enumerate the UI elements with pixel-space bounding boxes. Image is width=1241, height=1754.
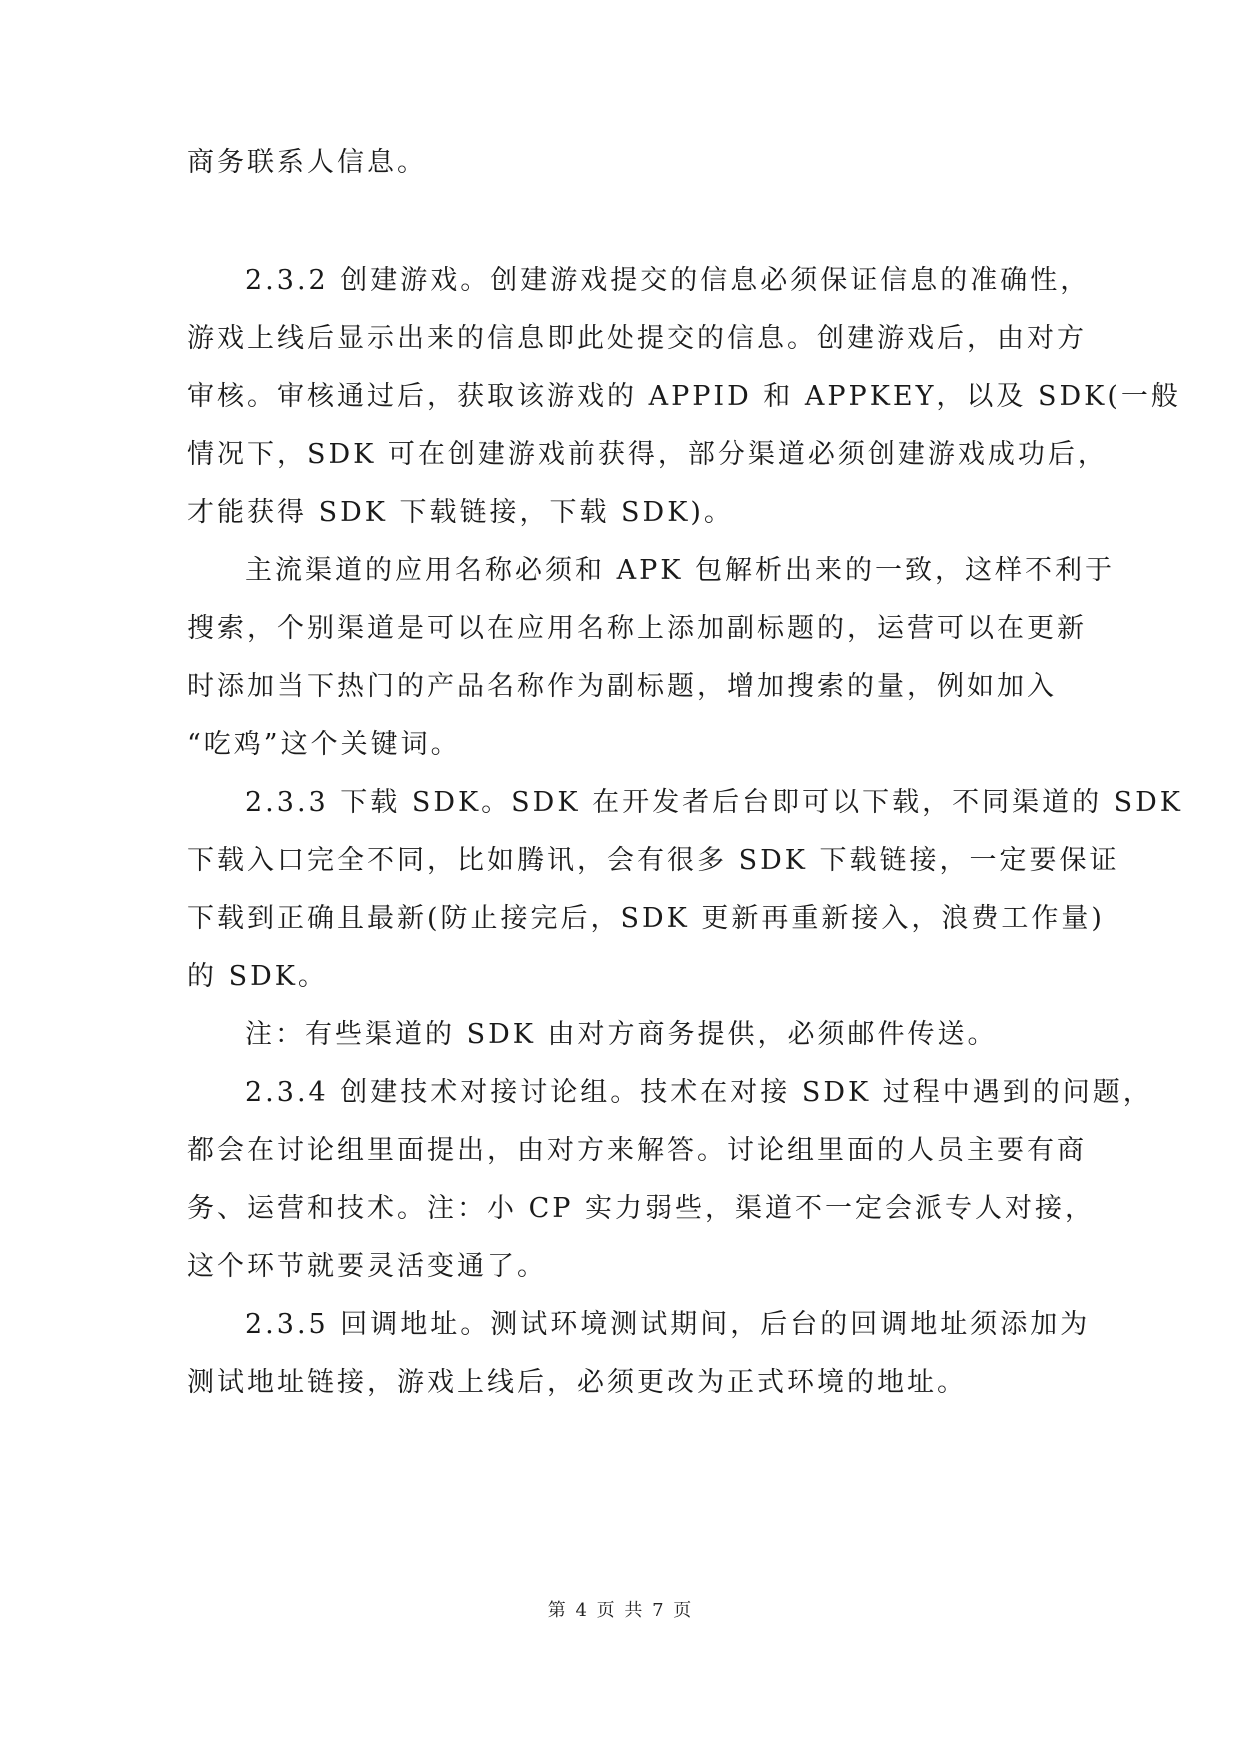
paragraph-line: 下载到正确且最新(防止接完后，SDK 更新再重新接入，浪费工作量)	[187, 903, 1105, 934]
page-number-footer: 第 4 页 共 7 页	[547, 1600, 694, 1621]
paragraph-line: 2.3.4 创建技术对接讨论组。技术在对接 SDK 过程中遇到的问题，	[245, 1077, 1153, 1108]
paragraph-line: 审核。审核通过后，获取该游戏的 APPID 和 APPKEY，以及 SDK(一般	[187, 381, 1181, 412]
paragraph-line: 才能获得 SDK 下载链接，下载 SDK)。	[187, 497, 734, 528]
paragraph-line: 情况下，SDK 可在创建游戏前获得，部分渠道必须创建游戏成功后，	[187, 439, 1108, 470]
paragraph-line: 测试地址链接，游戏上线后，必须更改为正式环境的地址。	[187, 1367, 967, 1398]
paragraph-line: 游戏上线后显示出来的信息即此处提交的信息。创建游戏后，由对方	[187, 323, 1087, 354]
paragraph-line: 务、运营和技术。注：小 CP 实力弱些，渠道不一定会派专人对接，	[187, 1193, 1095, 1224]
paragraph-line: 2.3.2 创建游戏。创建游戏提交的信息必须保证信息的准确性，	[245, 265, 1091, 296]
paragraph-line: 2.3.3 下载 SDK。SDK 在开发者后台即可以下载，不同渠道的 SDK	[245, 787, 1183, 818]
paragraph-line: 注：有些渠道的 SDK 由对方商务提供，必须邮件传送。	[245, 1019, 998, 1050]
paragraph-line: 搜索，个别渠道是可以在应用名称上添加副标题的，运营可以在更新	[187, 613, 1087, 644]
paragraph-line: 都会在讨论组里面提出，由对方来解答。讨论组里面的人员主要有商	[187, 1135, 1087, 1166]
paragraph-line: 商务联系人信息。	[187, 147, 427, 178]
paragraph-line: 2.3.5 回调地址。测试环境测试期间，后台的回调地址须添加为	[245, 1309, 1091, 1340]
paragraph-line: 下载入口完全不同，比如腾讯，会有很多 SDK 下载链接，一定要保证	[187, 845, 1120, 876]
paragraph-line: 这个环节就要灵活变通了。	[187, 1251, 547, 1282]
paragraph-line: 主流渠道的应用名称必须和 APK 包解析出来的一致，这样不利于	[245, 555, 1116, 586]
paragraph-line: 时添加当下热门的产品名称作为副标题，增加搜索的量，例如加入	[187, 671, 1057, 702]
paragraph-line: “吃鸡”这个关键词。	[187, 729, 461, 760]
paragraph-line: 的 SDK。	[187, 961, 328, 992]
